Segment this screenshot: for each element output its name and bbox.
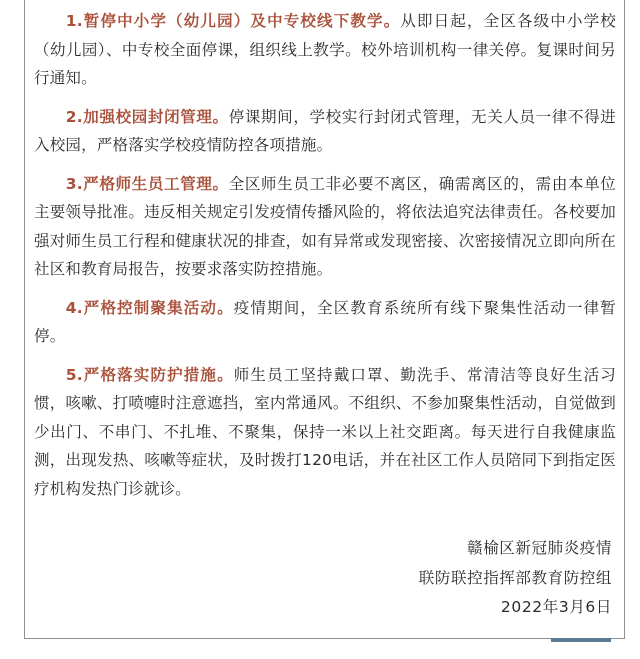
paragraph-text: 从即日起，全区各级中小学校（幼儿园）、中专校全面停课，组织线上教学。校外培训机构一律关停。复课时间另行通知。 <box>34 12 616 87</box>
signature-organization-line-1: 赣榆区新冠肺炎疫情 <box>467 539 612 557</box>
document-body <box>34 7 616 513</box>
paragraph-heading: 4.严格控制聚集活动。 <box>65 298 234 317</box>
paragraph-heading: 5.严格落实防护措施。 <box>65 365 234 384</box>
paragraph-2 <box>34 103 616 160</box>
paragraph-heading: 3.严格师生员工管理。 <box>65 174 229 193</box>
signature-date: 2022年3月6日 <box>500 598 612 616</box>
paragraph-heading: 1.暂停中小学（幼儿园）及中专校线下教学。 <box>65 12 401 30</box>
paragraph-1 <box>34 7 616 93</box>
paragraph-text: 停课期间，学校实行封闭式管理，无关人员一律不得进入校园，严格落实学校疫情防控各项措施。 <box>34 107 616 154</box>
paragraph-heading: 2.加强校园封闭管理。 <box>65 107 229 126</box>
paragraph-5 <box>34 361 616 504</box>
accent-bar <box>551 638 611 642</box>
paragraph-text: 师生员工坚持戴口罩、勤洗手、常清洁等良好生活习惯，咳嗽、打喷嚏时注意遮挡，室内常通风。不组织、不参加聚集性活动，自觉做到少出门、不串门、不扎堆、不聚集，保持一米以上社交距离。每天进行自我健康监测，出现发热、咳嗽等症状，及时拨打120电话，并在社区工作人员陪同下到指定医疗机构发热门诊就诊。 <box>34 365 616 498</box>
paragraph-text: 疫情期间，全区教育系统所有线下聚集性活动一律暂停。 <box>34 298 616 345</box>
paragraph-4 <box>34 294 616 351</box>
paragraph-3 <box>34 170 616 284</box>
paragraph-text: 全区师生员工非必要不离区，确需离区的，需由本单位主要领导批准。违反相关规定引发疫情传播风险的，将依法追究法律责任。各校要加强对师生员工行程和健康状况的排查，如有异常或发现密接、次密接情况立即向所在社区和教育局报告，按要求落实防控措施。 <box>34 174 616 278</box>
signature-organization-line-2: 联防联控指挥部教育防控组 <box>418 569 612 587</box>
